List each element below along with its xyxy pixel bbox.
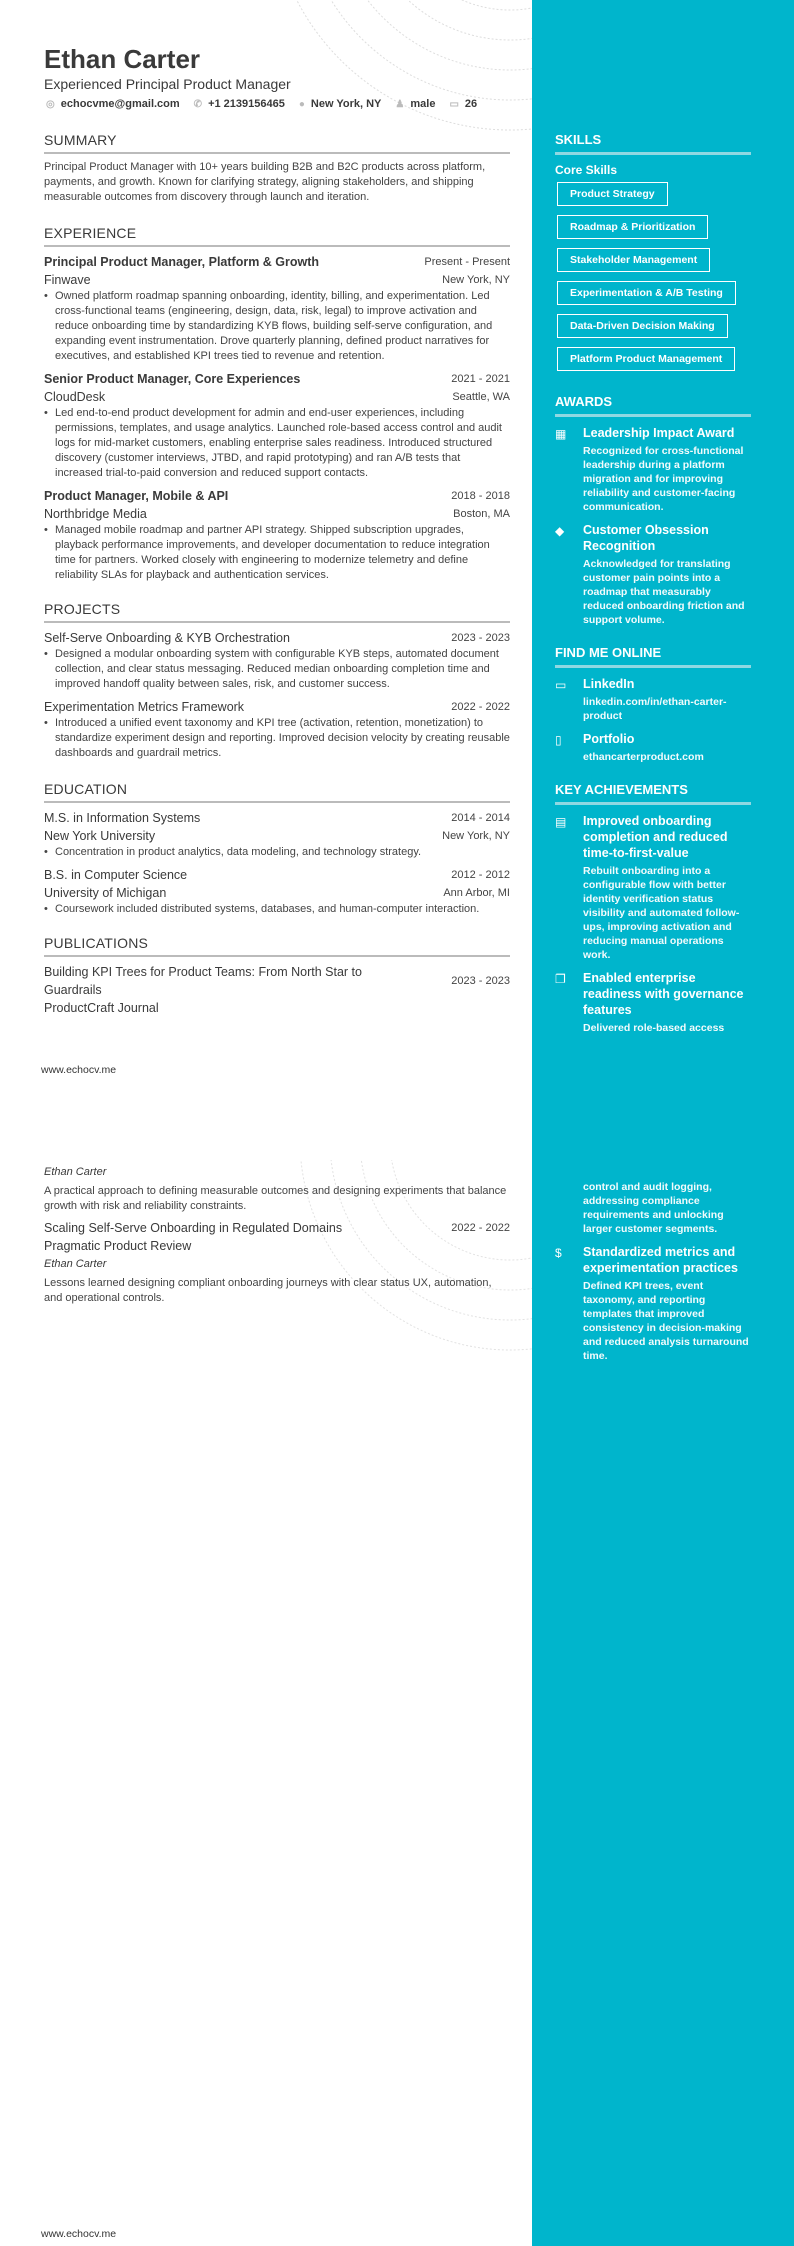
job-location: Seattle, WA [452, 391, 510, 403]
summary-section [44, 132, 510, 205]
location-icon: ● [298, 98, 305, 110]
gender: male [410, 98, 436, 110]
project-title: Self-Serve Onboarding & KYB Orchestration [44, 631, 290, 645]
cube-icon: ◆ [555, 524, 565, 538]
publication-description: A practical approach to defining measurable outcomes and designing experiments that balance growth with risk and reliability constraints. [44, 1185, 507, 1212]
edu-bullet: • Concentration in product analytics, data modeling, and technology strategy. [44, 845, 510, 860]
dollar-icon: $ [555, 1246, 562, 1260]
edu-bullet: • Coursework included distributed systems, databases, and human-computer interaction. [44, 902, 510, 917]
award-item [555, 425, 751, 514]
sidebar-page2 [555, 1180, 751, 1371]
section-heading: KEY ACHIEVEMENTS [555, 782, 751, 805]
section-heading: EDUCATION [44, 781, 510, 803]
award-item [555, 522, 751, 627]
job-location: New York, NY [442, 274, 510, 286]
company: Finwave [44, 273, 91, 287]
main-column-page2 [44, 1163, 510, 1306]
portfolio-icon: ▯ [555, 733, 562, 747]
skill-tag: Product Strategy [557, 182, 668, 206]
achievement-title: Standardized metrics and experimentation practices [583, 1245, 738, 1275]
job-title: Principal Product Manager, Platform & Growth [44, 255, 320, 269]
achievement-description: Rebuilt onboarding into a configurable flow with better identity verification status visibility and automated follow-ups, improving activation and reducing manual operations work. [583, 865, 740, 961]
skill-tag: Stakeholder Management [557, 248, 710, 272]
achievement-description: Delivered role-based access [583, 1022, 725, 1034]
section-heading: SUMMARY [44, 132, 510, 154]
calendar-icon: ▭ [449, 98, 459, 110]
achievement-description: Defined KPI trees, event taxonomy, and reporting templates that improved consistency in decision-making and reduced analysis turnaround time. [583, 1280, 749, 1362]
job-dates: Present - Present [424, 256, 510, 268]
section-heading: SKILLS [555, 132, 751, 155]
edu-location: Ann Arbor, MI [443, 887, 510, 899]
school: New York University [44, 829, 156, 843]
edu-dates: 2014 - 2014 [451, 812, 510, 824]
phone[interactable]: +1 2139156465 [208, 98, 285, 110]
publication-title: Building KPI Trees for Product Teams: From North Star to Guardrails [44, 965, 362, 997]
person-icon: ♟ [395, 98, 405, 110]
degree: M.S. in Information Systems [44, 811, 201, 825]
main-column [44, 44, 510, 1017]
publication-description: Lessons learned designing compliant onboarding journeys with clear status UX, automation, and operational controls. [44, 1277, 492, 1304]
award-title: Leadership Impact Award [583, 426, 735, 440]
company: CloudDesk [44, 390, 106, 404]
skill-tag: Experimentation & A/B Testing [557, 281, 736, 305]
publication-author: Ethan Carter [44, 1166, 107, 1178]
online-label: LinkedIn [583, 677, 635, 691]
skill-tag: Roadmap & Prioritization [557, 215, 708, 239]
project-dates: 2023 - 2023 [451, 632, 510, 644]
skill-tag: Platform Product Management [557, 347, 735, 371]
job-bullet: • Owned platform roadmap spanning onboarding, identity, billing, and experimentation. Led cross-functional teams (engineering, design, data, risk, legal) to improve activation and reduce onboarding time by standardizing KYB flows, building self-serve configuration, and expanding event instrumentation. Drove quarterly planning, defined product narratives for executives, and established KPI trees tied to revenue and retention. [44, 289, 510, 364]
project-bullet: • Introduced a unified event taxonomy and KPI tree (activation, retention, monetization) to standardize experiment design and reporting. Improved decision velocity by creating reusable dashboards and guardrail metrics. [44, 716, 510, 761]
sidebar [555, 132, 751, 1043]
company: Northbridge Media [44, 507, 147, 521]
document-icon: ▤ [555, 815, 567, 829]
online-url[interactable]: ethancarterproduct.com [583, 751, 704, 763]
skill-tags [555, 182, 751, 380]
job-location: Boston, MA [453, 508, 510, 520]
award-description: Acknowledged for translating customer pain points into a roadmap that measurably reduced onboarding friction and support volume. [583, 558, 745, 626]
spacer [555, 1180, 583, 1236]
email[interactable]: echocvme@gmail.com [60, 98, 180, 110]
online-url[interactable]: linkedin.com/in/ethan-carter-product [583, 696, 727, 722]
school: University of Michigan [44, 886, 167, 900]
phone-icon: ✆ [193, 98, 203, 110]
degree: B.S. in Computer Science [44, 868, 188, 882]
experience-section [44, 225, 510, 583]
experience-item [44, 370, 510, 481]
footer-link[interactable]: www.echocv.me [41, 2228, 117, 2240]
job-dates: 2021 - 2021 [451, 373, 510, 385]
job-title: Senior Product Manager, Core Experiences [44, 372, 301, 386]
achievement-title: Improved onboarding completion and reduced time-to-first-value [583, 814, 728, 860]
online-label: Portfolio [583, 732, 635, 746]
skill-tag: Data-Driven Decision Making [557, 314, 728, 338]
publisher: ProductCraft Journal [44, 1001, 159, 1015]
achievement-item-continued [555, 1180, 751, 1236]
project-bullet: • Designed a modular onboarding system with configurable KYB steps, automated document collection, and clear status messaging. Reduced median onboarding completion time and improved handoff quality between sales, risk, and customer success. [44, 647, 510, 692]
publication-dates: 2022 - 2022 [451, 1222, 510, 1234]
edu-dates: 2012 - 2012 [451, 869, 510, 881]
copy-icon: ❐ [555, 972, 566, 986]
publications-section [44, 935, 510, 1017]
edu-location: New York, NY [442, 830, 510, 842]
summary-text: Principal Product Manager with 10+ years building B2B and B2C products across platform, payments, and growth. Known for clarifying strategy, aligning stakeholders, and shipping measurable outcomes from discovery through launch and iteration. [44, 161, 486, 203]
store-icon: ▦ [555, 427, 567, 441]
email-icon: ◎ [46, 98, 55, 110]
achievement-description: control and audit logging, addressing compliance requirements and unlocking larger customer segments. [583, 1181, 724, 1235]
footer-link[interactable]: www.echocv.me [41, 1064, 117, 1076]
job-title: Product Manager, Mobile & API [44, 489, 229, 503]
publication-dates: 2023 - 2023 [451, 975, 510, 987]
job-bullet: • Led end-to-end product development for admin and end-user experiences, including permissions, templates, and usage analytics. Launched role-based access control and audit logs for mid-market customers, enabling enterprise sales readiness. Introduced structured discovery (customer interviews, JTBD, and rapid prototyping) and ran A/B tests that increased trial-to-paid conversion and reduced support contacts. [44, 406, 510, 481]
online-item[interactable] [555, 731, 751, 764]
contact-bar [44, 98, 510, 110]
candidate-name: Ethan Carter [44, 44, 201, 74]
section-heading: AWARDS [555, 394, 751, 417]
skill-group: Core Skills [555, 163, 618, 177]
project-title: Experimentation Metrics Framework [44, 700, 245, 714]
award-description: Recognized for cross-functional leadership during a platform migration and for improving reliability and customer-facing communication. [583, 445, 744, 513]
education-section [44, 781, 510, 917]
award-title: Customer Obsession Recognition [583, 523, 709, 553]
age: 26 [464, 98, 478, 110]
linkedin-icon: ▭ [555, 678, 567, 692]
online-item[interactable] [555, 676, 751, 723]
publication-author: Ethan Carter [44, 1258, 107, 1270]
experience-item [44, 253, 510, 364]
publisher: Pragmatic Product Review [44, 1239, 192, 1253]
job-dates: 2018 - 2018 [451, 490, 510, 502]
achievement-item [555, 970, 751, 1035]
job-bullet: • Managed mobile roadmap and partner API strategy. Shipped subscription upgrades, playback performance improvements, and developer documentation to reduce integration time for partners. Worked closely with engineering to modernize telemetry and define reliability SLAs for playback and authentication services. [44, 523, 510, 583]
projects-section [44, 601, 510, 761]
achievement-item [555, 813, 751, 962]
section-heading: PROJECTS [44, 601, 510, 623]
achievement-title: Enabled enterprise readiness with governance features [583, 971, 744, 1017]
experience-item [44, 487, 510, 583]
publication-title: Scaling Self-Serve Onboarding in Regulated Domains [44, 1221, 343, 1235]
section-heading: PUBLICATIONS [44, 935, 510, 957]
section-heading: FIND ME ONLINE [555, 645, 751, 668]
project-dates: 2022 - 2022 [451, 701, 510, 713]
candidate-title: Experienced Principal Product Manager [44, 76, 291, 92]
achievement-item [555, 1244, 751, 1363]
location: New York, NY [310, 98, 382, 110]
section-heading: EXPERIENCE [44, 225, 510, 247]
